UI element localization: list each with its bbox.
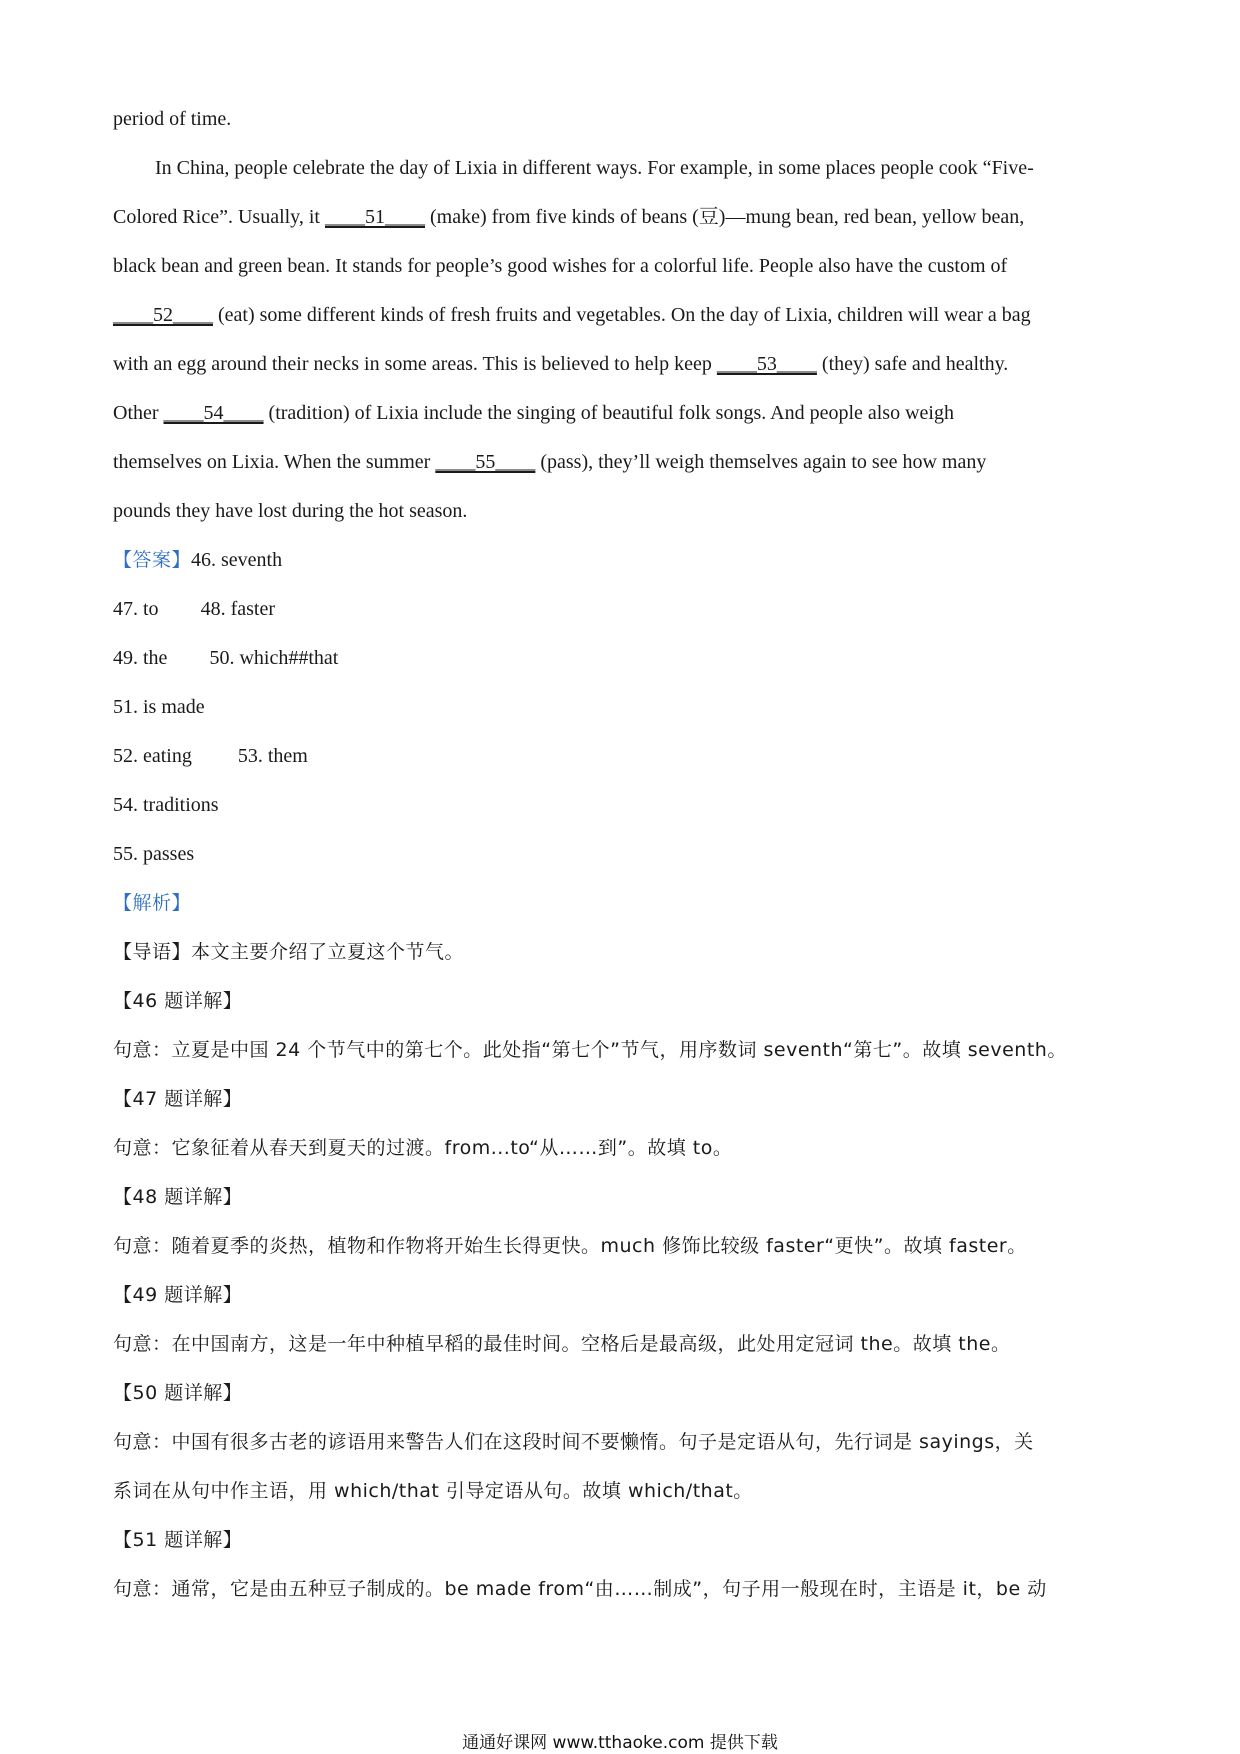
analysis-intro: 【导语】本文主要介绍了立夏这个节气。	[113, 941, 465, 963]
answer-item: 52. eating	[113, 745, 192, 767]
passage-text: Other	[113, 402, 164, 424]
passage-text: (they) safe and healthy.	[816, 353, 1009, 375]
passage-text: (make) from five kinds of beans (豆)—mung bean, red bean, yellow bean,	[425, 206, 1025, 228]
footer-watermark: 通通好课网 www.tthaoke.com 提供下载	[462, 1733, 778, 1753]
passage-text: with an egg around their necks in some areas. This is believed to help keep	[113, 353, 717, 375]
passage-line: period of time.	[113, 108, 232, 130]
answer-item: 54. traditions	[113, 794, 219, 816]
blank-52: ____52____	[113, 304, 213, 326]
passage-line: In China, people celebrate the day of Lixia in different ways. For example, in some places people cook “Five-	[155, 157, 1034, 179]
answer-row	[113, 830, 1133, 879]
answer-label: 【答案】	[113, 549, 192, 571]
passage-text: Colored Rice”. Usually, it	[113, 206, 325, 228]
question-heading: 【47 题详解】	[113, 1088, 243, 1110]
passage-line	[113, 389, 1133, 438]
question-heading: 【49 题详解】	[113, 1284, 243, 1306]
explanation-text: 句意：立夏是中国 24 个节气中的第七个。此处指“第七个”节气，用序数词 seventh“第七”。故填 seventh。	[113, 1039, 1067, 1061]
explanation-text: 句意：中国有很多古老的谚语用来警告人们在这段时间不要懒惰。句子是定语从句，先行词是 sayings，关	[113, 1431, 1034, 1453]
passage-text: (eat) some different kinds of fresh fruits and vegetables. On the day of Lixia, children will wear a bag	[213, 304, 1031, 326]
answer-item: 46. seventh	[191, 549, 283, 571]
answer-row	[113, 683, 1133, 732]
question-heading: 【48 题详解】	[113, 1186, 243, 1208]
answer-item: 48. faster	[200, 598, 275, 620]
question-heading: 【50 题详解】	[113, 1382, 243, 1404]
passage-text: (tradition) of Lixia include the singing of beautiful folk songs. And people also weigh	[263, 402, 954, 424]
passage-text: (pass), they’ll weigh themselves again to see how many	[535, 451, 987, 473]
passage-text: themselves on Lixia. When the summer	[113, 451, 436, 473]
answer-row	[113, 781, 1133, 830]
answer-row	[113, 732, 1133, 781]
answer-row	[113, 585, 1133, 634]
answer-item: 50. which##that	[209, 647, 339, 669]
answer-header	[113, 536, 1133, 585]
passage-line	[113, 291, 1133, 340]
explanation-text: 句意：通常，它是由五种豆子制成的。be made from“由……制成”，句子用一般现在时，主语是 it，be 动	[113, 1578, 1047, 1600]
answer-item: 53. them	[237, 745, 308, 767]
blank-55: ____55____	[435, 451, 536, 473]
passage-line	[113, 340, 1133, 389]
explanation-text: 句意：在中国南方，这是一年中种植早稻的最佳时间。空格后是最高级，此处用定冠词 the。故填 the。	[113, 1333, 1011, 1355]
passage-line	[113, 438, 1133, 487]
answer-item: 55. passes	[113, 843, 195, 865]
answer-item: 51. is made	[113, 696, 205, 718]
answer-row	[113, 634, 1133, 683]
answer-item: 49. the	[113, 647, 168, 669]
answer-item: 47. to	[113, 598, 159, 620]
analysis-label: 【解析】	[113, 892, 192, 914]
blank-53: ____53____	[716, 353, 817, 375]
passage-line: black bean and green bean. It stands for people’s good wishes for a colorful life. People also have the custom of	[113, 255, 1008, 277]
explanation-text: 系词在从句中作主语，用 which/that 引导定语从句。故填 which/that。	[113, 1480, 753, 1502]
passage-line	[113, 193, 1133, 242]
passage-line: pounds they have lost during the hot season.	[113, 500, 468, 522]
blank-51: ____51____	[325, 206, 425, 228]
question-heading: 【51 题详解】	[113, 1529, 243, 1551]
blank-54: ____54____	[163, 402, 264, 424]
explanation-text: 句意：随着夏季的炎热，植物和作物将开始生长得更快。much 修饰比较级 faster“更快”。故填 faster。	[113, 1235, 1027, 1257]
explanation-text: 句意：它象征着从春天到夏天的过渡。from...to“从……到”。故填 to。	[113, 1137, 733, 1159]
question-heading: 【46 题详解】	[113, 990, 243, 1012]
document-page	[113, 95, 1133, 1614]
